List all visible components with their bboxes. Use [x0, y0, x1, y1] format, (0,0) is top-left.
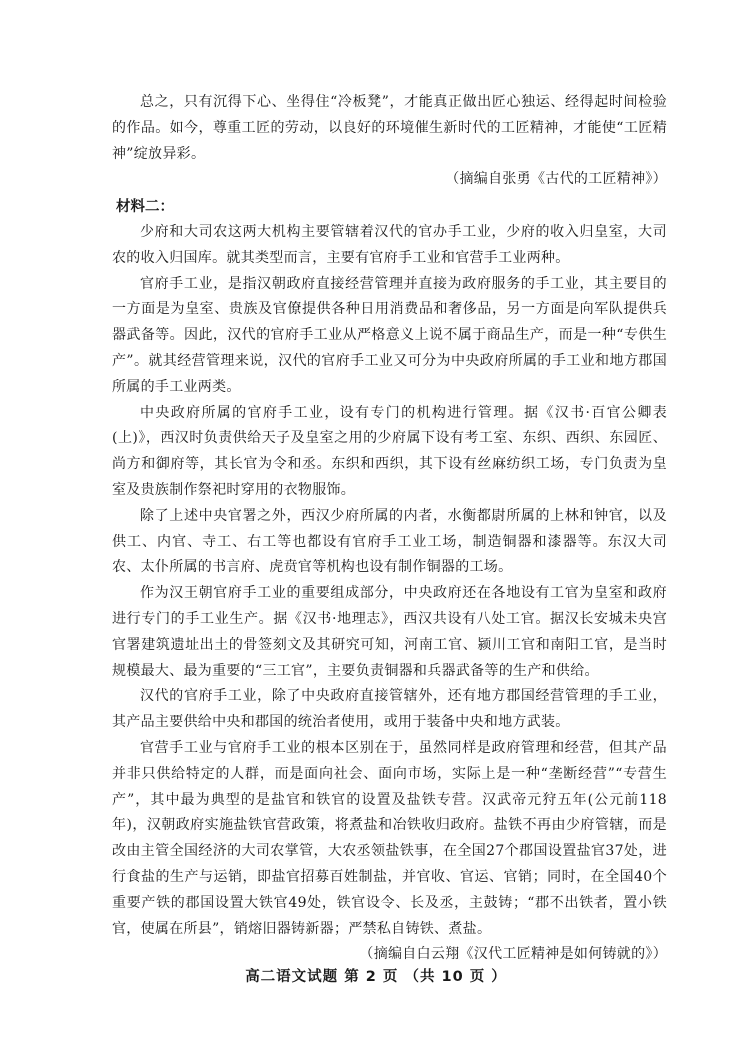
material-two-block [112, 194, 667, 968]
material-one-block [112, 90, 667, 193]
material-two-paragraph: 少府和大司农这两大机构主要管辖着汉代的官办手工业，少府的收入归皇室，大司农的收入归国库。就其类型而言，主要有官府手工业和官营手工业两种。 [112, 224, 667, 266]
material-two-source: （摘编自白云翔《汉代工匠精神是如何铸就的》） [359, 946, 667, 963]
material-one-source: （摘编自张勇《古代的工匠精神》） [445, 171, 667, 188]
page-footer: 高二语文试题 第 2 页 （共 10 页 ） [245, 969, 507, 985]
material-two-paragraph: 官营手工业与官府手工业的根本区别在于，虽然同样是政府管理和经营，但其产品并非只供给特定的人群，而是面向社会、面向市场，实际上是一种“垄断经营”“专营生产”，其中最为典型的是盐官和铁官的设置及盐铁专营。汉武帝元狩五年(公元前118年)，汉朝政府实施盐铁官营政策，将煮盐和冶铁收归政府。盐铁不再由少府管辖，而是改由主管全国经济的大司农掌管，大农丞领盐铁事，在全国27个郡国设置盐官37处，进行食盐的生产与运销，即盐官招募百姓制盐，并官收、官运、官销；同时，在全国40个重要产铁的郡国设置大铁官49处，铁官设令、长及丞，主鼓铸；“郡不出铁者，置小铁官，使属在所县”，销熔旧器铸新器；严禁私自铸铁、煮盐。 [112, 739, 667, 937]
material-two-paragraph: 作为汉王朝官府手工业的重要组成部分，中央政府还在各地设有工官为皇室和政府进行专门的手工业生产。据《汉书·地理志》，西汉共设有八处工官。据汉长安城未央宫官署建筑遗址出土的骨签刻文及其研究可知，河南工官、颍川工官和南阳工官，是当时规模最大、最为重要的“三工官”，主要负责铜器和兵器武备等的生产和供给。 [112, 585, 667, 679]
material-two-heading: 材料二： [116, 199, 174, 215]
material-two-paragraph: 汉代的官府手工业，除了中央政府直接管辖外，还有地方郡国经营管理的手工业，其产品主要供给中央和郡国的统治者使用，或用于装备中央和地方武装。 [112, 688, 667, 731]
material-two-paragraph: 除了上述中央官署之外，西汉少府所属的内者，水衡都尉所属的上林和钟官，以及供工、内官、寺工、右工等也都设有官府手工业工场，制造铜器和漆器等。东汉大司农、太仆所属的书言府、虎贲官等机构也设有制作铜器的工场。 [112, 507, 667, 576]
material-one-closing-paragraph: 总之，只有沉得下心、坐得住“冷板凳”，才能真正做出匠心独运、经得起时间检验的作品。如今，尊重工匠的劳动，以良好的环境催生新时代的工匠精神，才能使“工匠精神”绽放异彩。 [112, 94, 667, 162]
material-two-paragraph: 中央政府所属的官府手工业，设有专门的机构进行管理。据《汉书·百官公卿表(上)》，西汉时负责供给天子及皇室之用的少府属下设有考工室、东织、西织、东园匠、尚方和御府等，其长官为令和丞。东织和西织，其下设有丝麻纺织工场，专门负责为皇室及贵族制作祭祀时穿用的衣物服饰。 [112, 404, 667, 498]
material-two-paragraph: 官府手工业，是指汉朝政府直接经营管理并直接为政府服务的手工业，其主要目的一方面是为皇室、贵族及官僚提供各种日用消费品和奢侈品，另一方面是向军队提供兵器武备等。因此，汉代的官府手工业从严格意义上说不属于商品生产，而是一种“专供生产”。就其经营管理来说，汉代的官府手工业又可分为中央政府所属的手工业和地方郡国所属的手工业两类。 [112, 275, 667, 395]
